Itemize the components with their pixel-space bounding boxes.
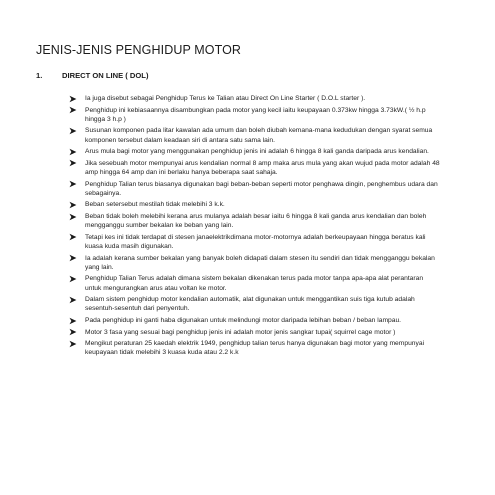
list-item-text: Penghidup ini kebiasaannya disambungkan pada motor yang kecil iaitu keupayaan 0.373kw hingga 3.73kW.( ½ h.p hingga 3 h.p ) — [85, 106, 426, 123]
section-number: 1. — [36, 71, 43, 80]
list-item-text: Beban setersebut mestilah tidak melebihi 3 k.k. — [85, 201, 225, 209]
list-item-text: Dalam sistem penghidup motor kendalian automatik, alat digunakan untuk menggantikan suis tiga kutub adalah sesentuh-sesentuh dari penyentuh. — [85, 296, 415, 313]
arrowhead-bullet-icon — [69, 106, 77, 114]
list-item-text: Penghidup Talian Terus adalah dimana sistem bekalan dikenakan terus pada motor tanpa apa-apa alat perantaran untuk mengurangkan arus atau voltan ke motor. — [85, 275, 424, 292]
arrowhead-bullet-icon — [69, 159, 77, 167]
section-title: DIRECT ON LINE ( DOL) — [62, 71, 149, 80]
list-item-text: Jika sesebuah motor mempunyai arus kendalian normal 8 amp maka arus mula yang akan wujud pada motor adalah 48 amp hingga 64 amp dan ini berlaku hanya beberapa saat sahaja. — [85, 159, 440, 176]
arrowhead-bullet-icon — [69, 127, 77, 135]
list-item — [0, 180, 440, 198]
list-item — [0, 200, 440, 209]
list-item-text: Mengikut peraturan 25 kaedah elektrik 1949, penghidup talian terus hanya digunakan bagi motor yang mempunyai keupayaan tidak melebihi 3 kuasa kuda atau 2.2 k.k — [85, 340, 425, 357]
list-item — [0, 339, 440, 357]
list-item — [0, 147, 440, 156]
arrowhead-bullet-icon — [69, 233, 77, 241]
list-item-text: Tetapi kes ini tidak terdapat di stesen janaelektrikdimana motor-motornya adalah berkeupayaan hingga beratus kali kuasa kuda masih digunakan. — [85, 233, 426, 250]
arrowhead-bullet-icon — [69, 201, 77, 209]
list-item-text: Motor 3 fasa yang sesuai bagi penghidup jenis ini adalah motor jenis sangkar tupai( squirrel cage motor ) — [85, 328, 396, 336]
list-item-text: Ia adalah kerana sumber bekalan yang banyak boleh didapati dalam stesen itu sendiri dan tidak mengganggu bekalan yang lain. — [85, 254, 435, 271]
arrowhead-bullet-icon — [69, 340, 77, 348]
list-item-text: Arus mula bagi motor yang menggunakan penghidup jenis ini adalah 6 hingga 8 kali ganda daripada arus kendalian. — [85, 148, 429, 156]
list-item-text: Pada penghidup ini ganti haba digunakan untuk melindungi motor daripada lebihan beban / beban lampau. — [85, 316, 402, 324]
list-item — [0, 316, 440, 325]
arrowhead-bullet-icon — [69, 296, 77, 304]
list-item-text: Susunan komponen pada litar kawalan ada umum dan boleh diubah kemana-mana kedudukan dengan syarat semua komponen tersebut dalam keadaan siri di antara satu sama lain. — [85, 127, 433, 144]
arrowhead-bullet-icon — [69, 95, 77, 103]
document-title: JENIS-JENIS PENGHIDUP MOTOR — [36, 43, 242, 57]
list-item — [0, 233, 440, 251]
arrowhead-bullet-icon — [69, 317, 77, 325]
list-item — [0, 106, 440, 124]
list-item — [0, 159, 440, 177]
bullet-list — [0, 94, 495, 360]
arrowhead-bullet-icon — [69, 148, 77, 156]
list-item — [0, 212, 440, 230]
list-item — [0, 295, 440, 313]
arrowhead-bullet-icon — [69, 275, 77, 283]
list-item-text: Ia juga disebut sebagai Penghidup Terus ke Talian atau Direct On Line Starter ( D.O.L starter ). — [85, 95, 366, 102]
section-heading — [36, 71, 148, 80]
arrowhead-bullet-icon — [69, 328, 77, 336]
list-item — [0, 254, 440, 272]
list-item — [0, 94, 440, 103]
list-item — [0, 274, 440, 292]
list-item — [0, 126, 440, 144]
arrowhead-bullet-icon — [69, 254, 77, 262]
arrowhead-bullet-icon — [69, 180, 77, 188]
arrowhead-bullet-icon — [69, 213, 77, 221]
list-item — [0, 328, 440, 337]
list-item-text: Penghidup Talian terus biasanya digunakan bagi beban-beban seperti motor penghawa dingin, penghembus udara dan sebagainya. — [85, 180, 438, 197]
list-item-text: Beban tidak boleh melebihi kerana arus mulanya adalah besar iaitu 6 hingga 8 kali ganda arus kendalian dan boleh mengganggu sumber bekalan ke beban yang lain. — [85, 212, 427, 230]
